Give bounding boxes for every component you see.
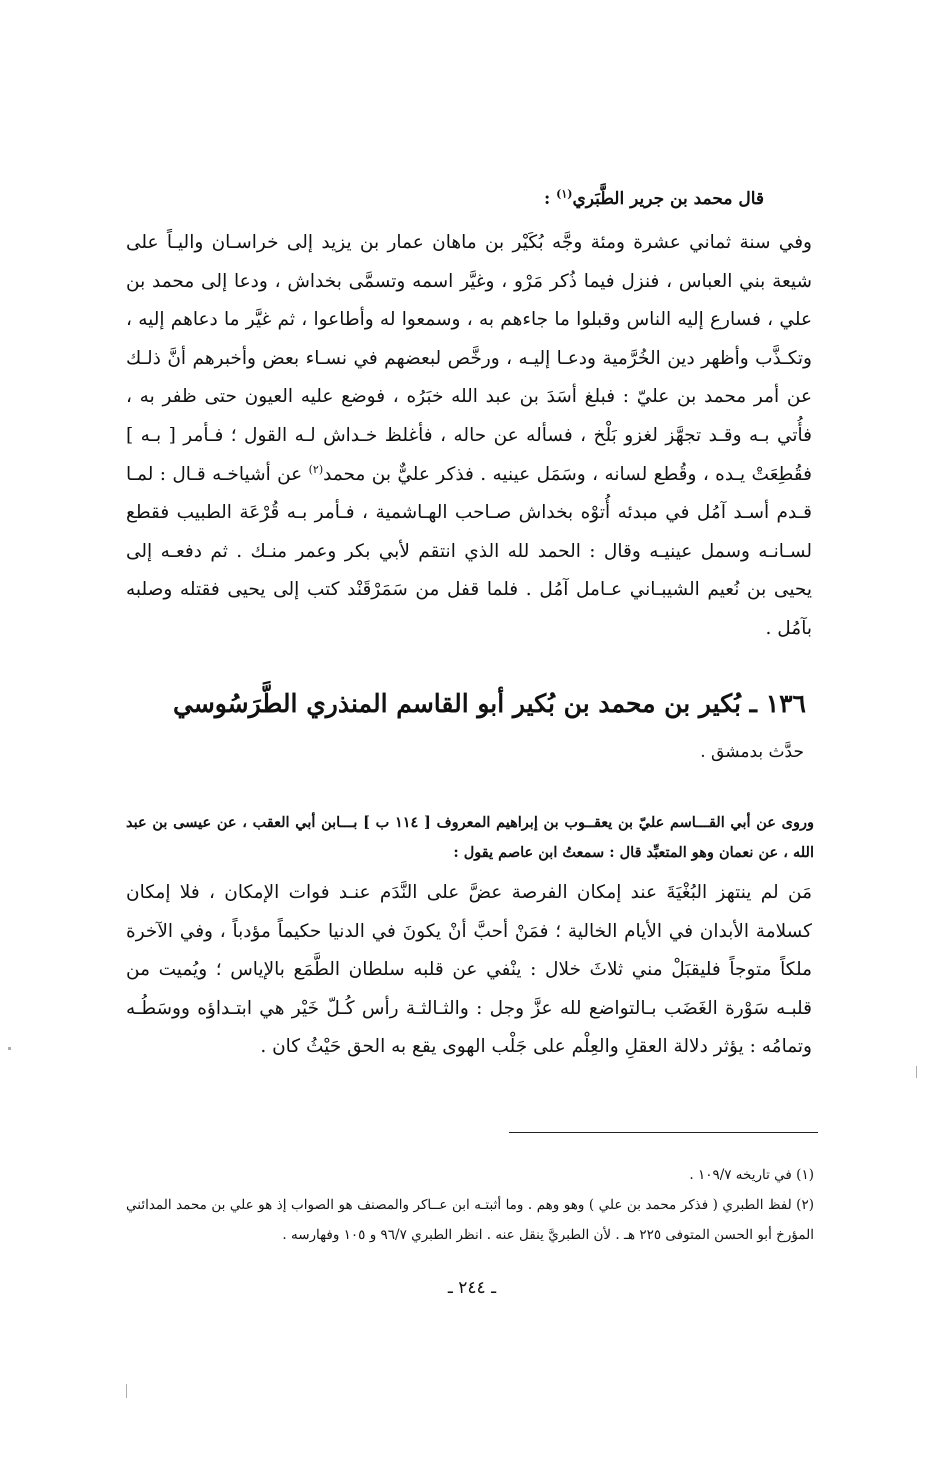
- footnote-ref-1: (١): [556, 187, 573, 201]
- entry-separator: ـ: [740, 689, 766, 718]
- paragraph-1-continuation: عن أشياخـه قـال : لمـا قـدم أسـد آمُل في مبدئه أُتوْه بخداش صـاحب الهـاشمية ، فـأمر بـه قُرْعَة الطبيب فقطع لسـانـه وسمل عينيـه وقال : الحمد لله الذي انتقم لأبي بكر وعمر منـك . ثم دفعـه إلى يحيى بن نُعيم الشيبـاني عـامل آمُل . فلما قفل من سَمَرْقَنْد كتب إلى يحيى فقتله وصلبه بآمُل .: [126, 463, 812, 639]
- footnotes: [126, 1160, 814, 1250]
- footnote-1: (١) في تاريخه ١٠٩/٧ .: [689, 1167, 814, 1183]
- entry-heading: [120, 684, 806, 724]
- scan-speck: [8, 1047, 11, 1050]
- page-number: ـ ٢٤٤ ـ: [447, 1278, 497, 1298]
- scan-speck: [916, 1066, 917, 1078]
- paragraph-1-text: وفي سنة ثماني عشرة ومئة وجَّه بُكَيْر بن ماهان عمار بن يزيد إلى خراسـان واليـاً على شيعة بني العباس ، فنزل فيما ذُكر مَرْو ، وغيَّر اسمه وتسمَّى بخداش ، ودعا إلى محمد بن علي ، فسارع إليه الناس وقبلوا ما جاءهم به ، وسمعوا له وأطاعوا ، ثم غيَّر ما دعاهم إليه ، وتكـذَّب وأظهر دين الخُرَّمية ودعـا إليـه ، ورخَّص لبعضهم في نسـاء بعض وأخبرهم أنَّ ذلـك عن أمر محمد بن عليّ : فبلغ أسَدَ بن عبد الله خبَرُه ، فوضع عليه العيون حتى ظفر به ، فأُتي بـه وقـد تجهَّز لغزو بَلْخ ، فسأله عن حاله ، فأغلظ خـداش لـه القول ؛ فـأمر [ بـه ] فقُطِعَتْ يـده ، وقُطع لسانه ، وسَمَل عينيه . فذكر عليٌّ بن محمد: [126, 232, 812, 485]
- intro-colon: :: [543, 189, 557, 209]
- entry-number: ١٣٦: [765, 689, 806, 718]
- paragraph-2-text: مَن لم ينتهز البُغْيَةَ عند إمكان الفرصة عضَّ على النَّدَم عنـد فوات الإمكان ، فلا إمكان كسلامة الأبدان في الأيام الخالية ؛ فمَنْ أحبَّ أنْ يكونَ في الدنيا حكيماً مؤدباً ، وفي الآخرة ملكاً متوجاً فليقبَلْ مني ثلاثَ خلال : ينْفي عن قلبه سلطان الطَّمَع بالإياس ؛ ويُميت من قلبـه سَوْرة الغَضَب بـالتواضع لله عزَّ وجل : والثـالثـة رأس كُـلّ خَيْر هي ابتـداؤه ووسَطُـه وتمامُه : يؤثر دلالة العقلِ والعِلْم على جَلْب الهوى يقع به الحق حَيْثُ كان .: [126, 882, 812, 1058]
- narration-chain: وروى عن أبي القـــاسم عليّ بن يعقــوب بن إبراهيم المعروف [ ١١٤ ب ] بـــابن أبي العقب ، عن عيسى بن عبد الله ، عن نعمان وهو المتعبِّد قال : سمعتُ ابن عاصم يقول :: [126, 814, 814, 861]
- intro-line: قال محمد بن جرير الطَّبَري: [572, 189, 764, 209]
- footnote-ref-2: (٢): [308, 462, 324, 476]
- entry-place-note: حدَّث بدمشق .: [700, 742, 804, 762]
- paragraph-1: [126, 224, 812, 649]
- section-intro: [144, 186, 764, 212]
- footnote-divider: [509, 1132, 818, 1133]
- entry-title: بُكير بن محمد بن بُكير أبو القاسم المنذري الطَّرَسُوسي: [172, 689, 741, 718]
- paragraph-2: [126, 874, 812, 1067]
- footnote-2: (٢) لفظ الطبري ( فذكر محمد بن علي ) وهو وهم . وما أثبتـه ابن عــاكر والمصنف هو الصواب إذ هو علي بن محمد المدائني المؤرخ أبو الحسن المتوفى ٢٢٥ هـ . لأن الطبريَّ ينقل عنه . انظر الطبري ٩٦/٧ و ١٠٥ وفهارسه .: [126, 1197, 814, 1243]
- scan-speck: [126, 1384, 127, 1398]
